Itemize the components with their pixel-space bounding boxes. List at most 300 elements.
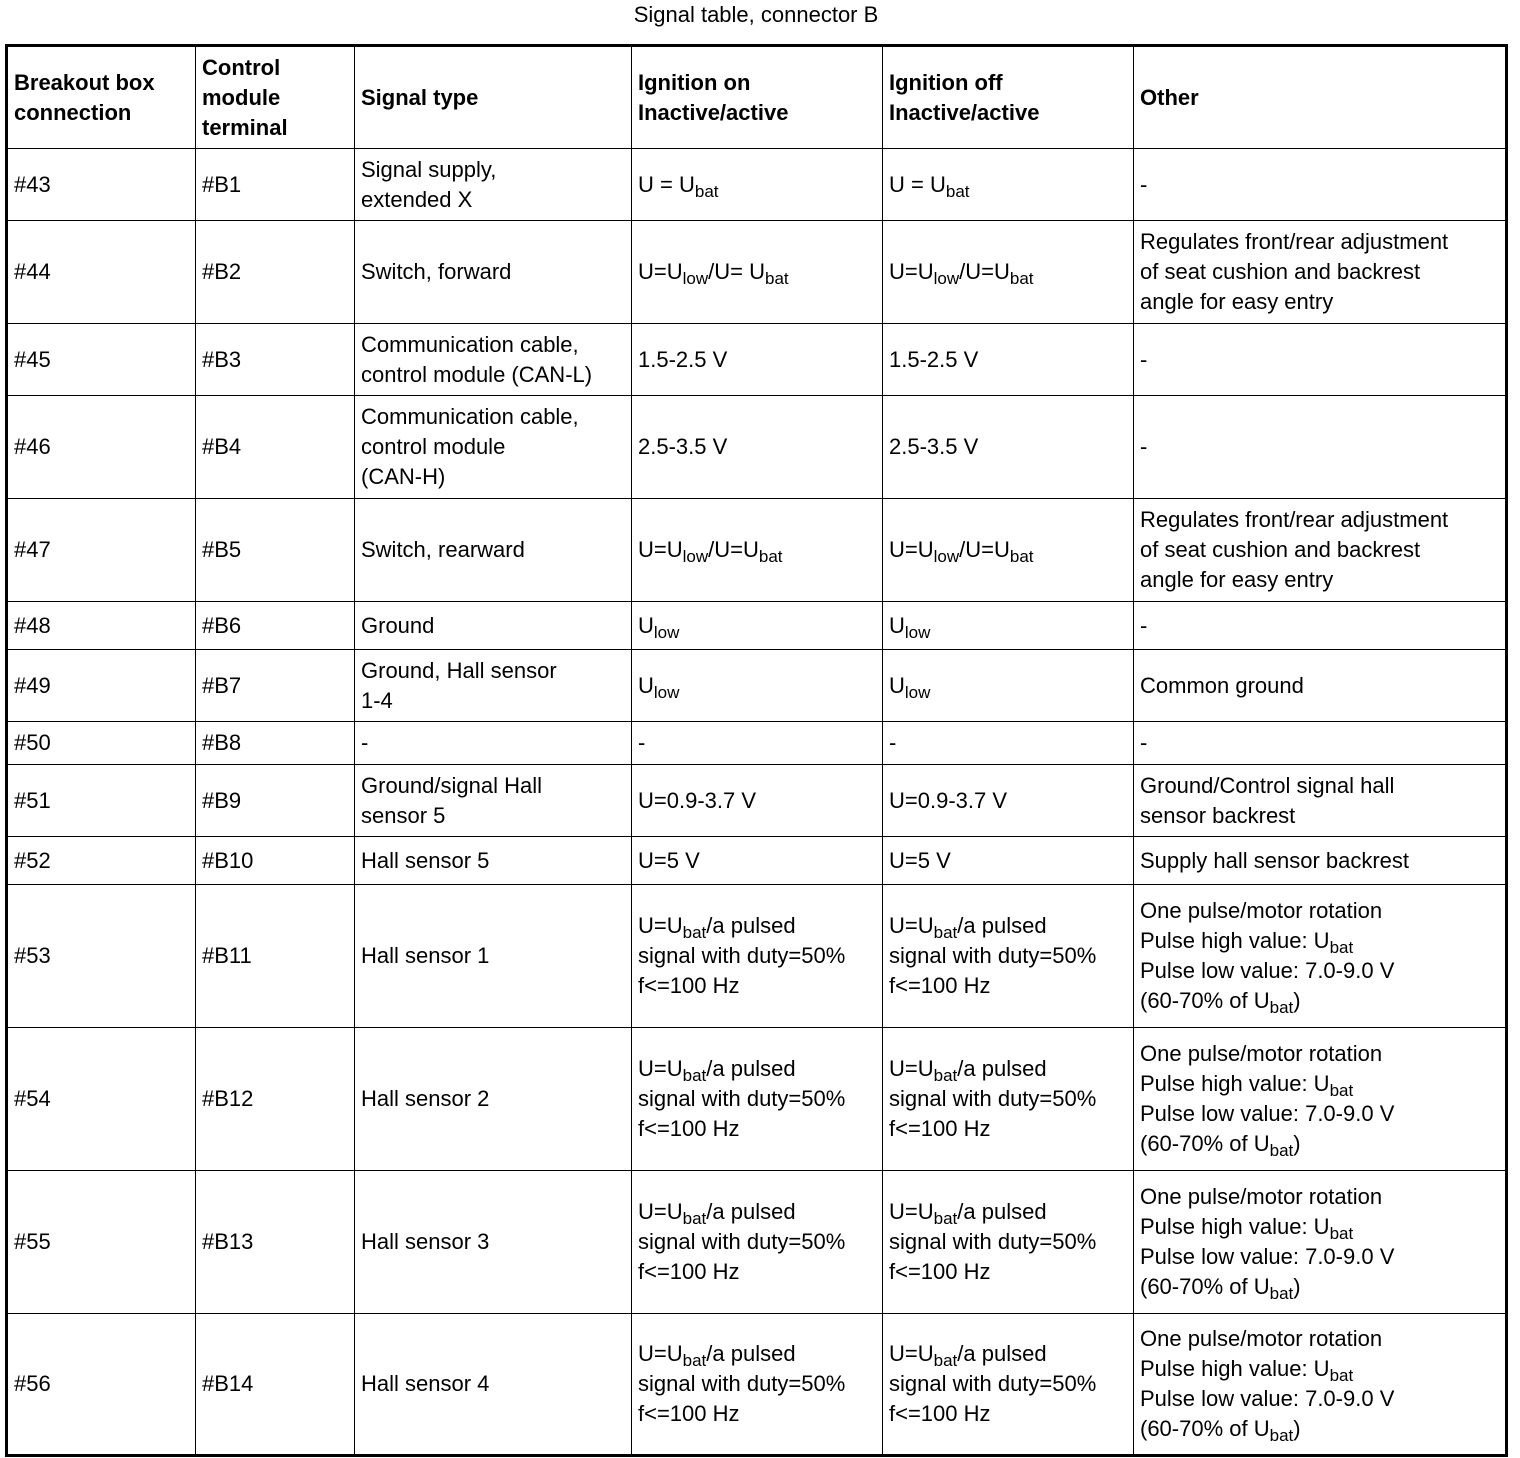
cell-line	[361, 1084, 625, 1114]
cell-text: U=U	[889, 913, 934, 938]
cell-text: extended X	[361, 186, 473, 212]
cell-line	[361, 432, 625, 462]
cell-line	[202, 846, 348, 876]
cell-line	[1140, 771, 1499, 801]
cell-breakout-box-connection	[7, 885, 196, 1028]
cell-line	[1140, 565, 1499, 595]
cell-line	[1140, 1414, 1499, 1444]
subscript-text: bat	[1269, 1284, 1294, 1304]
cell-text: 1.5-2.5 V	[889, 346, 979, 372]
cell-text: signal with duty=50%	[638, 1086, 846, 1111]
cell-ignition-on	[632, 837, 883, 885]
cell-text: #B7	[202, 672, 242, 698]
cell-text: f<=100 Hz	[638, 973, 740, 998]
cell-line	[1140, 287, 1499, 317]
cell-ignition-off	[883, 1314, 1134, 1456]
cell-line	[889, 432, 1127, 462]
cell-line	[14, 671, 189, 701]
cell-line	[202, 345, 348, 375]
cell-text: Switch, forward	[361, 259, 512, 284]
cell-line	[1140, 1129, 1499, 1159]
signal-table	[5, 44, 1508, 1457]
cell-line	[889, 257, 1127, 287]
cell-signal-type	[355, 837, 632, 885]
subscript-text: bat	[694, 181, 719, 201]
cell-line	[1140, 1242, 1499, 1272]
cell-line	[889, 1197, 1127, 1227]
cell-line	[889, 1114, 1127, 1144]
cell-line	[361, 462, 625, 492]
subscript-text: low	[682, 269, 709, 289]
cell-line	[361, 846, 625, 876]
cell-signal-type	[355, 885, 632, 1028]
cell-text: f<=100 Hz	[638, 1259, 740, 1284]
cell-ignition-on	[632, 1028, 883, 1171]
cell-control-module-terminal	[196, 221, 355, 324]
table-row	[7, 149, 1507, 221]
cell-text: /a pulsed	[957, 1199, 1047, 1224]
cell-line	[361, 771, 625, 801]
cell-text: sensor 5	[361, 802, 446, 828]
cell-line	[14, 941, 189, 971]
subscript-text: low	[933, 547, 960, 567]
cell-ignition-on	[632, 396, 883, 499]
cell-text: U=U	[889, 537, 934, 562]
cell-text: U=U	[889, 1341, 934, 1366]
cell-line	[889, 911, 1127, 941]
cell-line	[638, 671, 876, 701]
cell-line	[1140, 1384, 1499, 1414]
cell-ignition-off	[883, 602, 1134, 650]
cell-line	[1140, 671, 1499, 701]
cell-line	[14, 728, 189, 758]
cell-other	[1134, 1314, 1507, 1456]
cell-line	[1140, 1354, 1499, 1384]
cell-text: Pulse low value: 7.0-9.0 V	[1140, 958, 1395, 983]
cell-other	[1134, 1171, 1507, 1314]
cell-line	[202, 941, 348, 971]
cell-line	[1140, 1039, 1499, 1069]
cell-ignition-off	[883, 722, 1134, 765]
cell-line	[638, 728, 876, 758]
subscript-text: low	[904, 682, 931, 702]
cell-text: signal with duty=50%	[889, 943, 1097, 968]
cell-text: #44	[14, 259, 51, 284]
header-control-module-terminal: Control module terminal	[196, 46, 355, 149]
cell-text: #45	[14, 346, 51, 372]
cell-text: One pulse/motor rotation	[1140, 1041, 1383, 1066]
cell-text: One pulse/motor rotation	[1140, 1184, 1383, 1209]
cell-line	[14, 257, 189, 287]
cell-line	[1140, 505, 1499, 535]
header-ignition-off: Ignition off Inactive/active	[883, 46, 1134, 149]
cell-text: -	[361, 730, 369, 755]
cell-breakout-box-connection	[7, 324, 196, 396]
table-row	[7, 765, 1507, 837]
cell-ignition-off	[883, 1028, 1134, 1171]
subscript-text: bat	[1329, 1081, 1354, 1101]
cell-line	[889, 1257, 1127, 1287]
cell-ignition-on	[632, 722, 883, 765]
cell-text: -	[1140, 730, 1148, 755]
subscript-text: bat	[1329, 1366, 1354, 1386]
cell-text: #55	[14, 1229, 51, 1254]
cell-ignition-on	[632, 149, 883, 221]
cell-text: U=U	[638, 1056, 683, 1081]
cell-signal-type	[355, 1028, 632, 1171]
cell-line	[361, 155, 625, 185]
cell-text: Pulse high value: U	[1140, 1071, 1330, 1096]
cell-text: U=U	[638, 913, 683, 938]
cell-line	[1140, 1069, 1499, 1099]
cell-text: Ground	[361, 612, 435, 638]
cell-line	[14, 170, 189, 200]
cell-control-module-terminal	[196, 396, 355, 499]
cell-other	[1134, 1028, 1507, 1171]
cell-breakout-box-connection	[7, 1314, 196, 1456]
cell-text: Pulse high value: U	[1140, 1356, 1330, 1381]
subscript-text: bat	[1009, 269, 1034, 289]
cell-line	[361, 941, 625, 971]
subscript-text: bat	[758, 547, 783, 567]
cell-ignition-off	[883, 650, 1134, 722]
cell-control-module-terminal	[196, 1314, 355, 1456]
cell-line	[14, 1369, 189, 1399]
cell-control-module-terminal	[196, 149, 355, 221]
cell-text: (CAN-H)	[361, 464, 446, 489]
table-body	[7, 149, 1507, 1456]
cell-text: #B5	[202, 537, 242, 562]
subscript-text: bat	[1329, 1224, 1354, 1244]
cell-text: of seat cushion and backrest	[1140, 537, 1421, 562]
cell-text: 2.5-3.5 V	[638, 434, 728, 459]
cell-line	[1140, 846, 1499, 876]
cell-signal-type	[355, 499, 632, 602]
cell-line	[889, 1399, 1127, 1429]
cell-line	[1140, 1324, 1499, 1354]
cell-signal-type	[355, 1171, 632, 1314]
subscript-text: bat	[945, 181, 970, 201]
cell-signal-type	[355, 650, 632, 722]
cell-text: U=U	[889, 259, 934, 284]
cell-text: -	[1140, 434, 1148, 459]
cell-other	[1134, 396, 1507, 499]
cell-line	[1140, 1212, 1499, 1242]
cell-text: signal with duty=50%	[889, 1086, 1097, 1111]
table-row	[7, 1028, 1507, 1171]
cell-text: (60-70% of U	[1140, 1416, 1270, 1441]
cell-text: /a pulsed	[706, 1199, 796, 1224]
cell-line	[1140, 926, 1499, 956]
cell-text: #B1	[202, 171, 242, 197]
cell-line	[1140, 227, 1499, 257]
cell-line	[1140, 170, 1499, 200]
cell-ignition-on	[632, 221, 883, 324]
cell-ignition-off	[883, 1171, 1134, 1314]
cell-text: /a pulsed	[957, 1056, 1047, 1081]
cell-text: 1-4	[361, 687, 393, 713]
cell-text: Regulates front/rear adjustment	[1140, 507, 1449, 532]
cell-signal-type	[355, 149, 632, 221]
cell-text: #47	[14, 537, 51, 562]
cell-line	[889, 345, 1127, 375]
cell-text: /U=U	[708, 537, 759, 562]
cell-breakout-box-connection	[7, 1028, 196, 1171]
cell-line	[638, 846, 876, 876]
cell-line	[1140, 896, 1499, 926]
cell-text: Switch, rearward	[361, 537, 525, 562]
cell-text: U=U	[889, 1056, 934, 1081]
cell-line	[889, 1084, 1127, 1114]
cell-signal-type	[355, 221, 632, 324]
cell-line	[638, 1197, 876, 1227]
cell-line	[638, 1084, 876, 1114]
cell-control-module-terminal	[196, 837, 355, 885]
cell-signal-type	[355, 396, 632, 499]
cell-line	[361, 611, 625, 641]
cell-line	[638, 941, 876, 971]
cell-line	[889, 535, 1127, 565]
cell-line	[638, 1257, 876, 1287]
cell-text: U=0.9-3.7 V	[889, 787, 1008, 813]
cell-other	[1134, 650, 1507, 722]
cell-text: #56	[14, 1371, 51, 1396]
cell-text: #B10	[202, 847, 254, 873]
cell-text: -	[1140, 171, 1148, 197]
cell-line	[202, 671, 348, 701]
cell-breakout-box-connection	[7, 765, 196, 837]
cell-text: /a pulsed	[706, 1341, 796, 1366]
cell-breakout-box-connection	[7, 602, 196, 650]
cell-control-module-terminal	[196, 650, 355, 722]
cell-line	[889, 1227, 1127, 1257]
cell-text: f<=100 Hz	[889, 1116, 991, 1141]
table-row	[7, 1171, 1507, 1314]
cell-line	[1140, 345, 1499, 375]
cell-text: Pulse low value: 7.0-9.0 V	[1140, 1386, 1395, 1411]
cell-text: #43	[14, 171, 51, 197]
cell-text: /a pulsed	[706, 913, 796, 938]
cell-line	[202, 170, 348, 200]
cell-text: U=U	[638, 1341, 683, 1366]
cell-signal-type	[355, 602, 632, 650]
cell-text: U = U	[889, 171, 946, 197]
cell-text: f<=100 Hz	[638, 1401, 740, 1426]
cell-ignition-off	[883, 221, 1134, 324]
cell-text: Pulse low value: 7.0-9.0 V	[1140, 1101, 1395, 1126]
subscript-text: bat	[933, 1351, 958, 1371]
subscript-text: low	[933, 269, 960, 289]
cell-text: )	[1293, 1274, 1301, 1299]
cell-other	[1134, 324, 1507, 396]
cell-text: -	[889, 730, 897, 755]
cell-text: Ground/signal Hall	[361, 772, 542, 798]
cell-text: Regulates front/rear adjustment	[1140, 229, 1449, 254]
cell-text: #B3	[202, 346, 242, 372]
cell-line	[202, 1227, 348, 1257]
cell-line	[361, 728, 625, 758]
cell-line	[361, 257, 625, 287]
table-row	[7, 602, 1507, 650]
table-row	[7, 885, 1507, 1028]
cell-line	[889, 671, 1127, 701]
cell-line	[361, 360, 625, 390]
cell-ignition-off	[883, 324, 1134, 396]
cell-line	[638, 1369, 876, 1399]
cell-line	[202, 611, 348, 641]
subscript-text: bat	[682, 1351, 707, 1371]
cell-text: U=U	[638, 537, 683, 562]
header-signal-type: Signal type	[355, 46, 632, 149]
cell-text: #B4	[202, 434, 242, 459]
cell-text: f<=100 Hz	[889, 1401, 991, 1426]
cell-line	[1140, 956, 1499, 986]
table-row	[7, 396, 1507, 499]
cell-text: )	[1293, 1416, 1301, 1441]
cell-line	[1140, 1099, 1499, 1129]
cell-line	[361, 1227, 625, 1257]
cell-line	[202, 535, 348, 565]
cell-text: #B12	[202, 1086, 254, 1111]
cell-line	[1140, 432, 1499, 462]
cell-text: Pulse low value: 7.0-9.0 V	[1140, 1244, 1395, 1269]
subscript-text: bat	[682, 1209, 707, 1229]
cell-line	[361, 535, 625, 565]
cell-line	[638, 257, 876, 287]
table-row	[7, 499, 1507, 602]
cell-ignition-on	[632, 1171, 883, 1314]
cell-ignition-on	[632, 765, 883, 837]
cell-text: /U= U	[708, 259, 765, 284]
cell-line	[638, 535, 876, 565]
cell-line	[14, 1227, 189, 1257]
cell-breakout-box-connection	[7, 396, 196, 499]
cell-text: Hall sensor 5	[361, 847, 490, 873]
cell-line	[202, 257, 348, 287]
table-row	[7, 722, 1507, 765]
cell-line	[361, 1369, 625, 1399]
cell-line	[1140, 1272, 1499, 1302]
cell-control-module-terminal	[196, 1028, 355, 1171]
subscript-text: low	[904, 622, 931, 642]
subscript-text: bat	[1329, 938, 1354, 958]
cell-ignition-off	[883, 396, 1134, 499]
cell-text: #52	[14, 847, 51, 873]
cell-other	[1134, 221, 1507, 324]
subscript-text: bat	[1269, 998, 1294, 1018]
cell-signal-type	[355, 1314, 632, 1456]
cell-line	[638, 432, 876, 462]
cell-breakout-box-connection	[7, 650, 196, 722]
cell-text: -	[1140, 612, 1148, 638]
cell-line	[638, 170, 876, 200]
cell-line	[638, 1114, 876, 1144]
cell-line	[638, 1339, 876, 1369]
cell-other	[1134, 149, 1507, 221]
cell-text: #49	[14, 672, 51, 698]
subscript-text: bat	[933, 923, 958, 943]
header-row	[7, 46, 1507, 149]
page-title: Signal table, connector B	[633, 2, 879, 27]
cell-text: #54	[14, 1086, 51, 1111]
cell-breakout-box-connection	[7, 499, 196, 602]
cell-line	[889, 1054, 1127, 1084]
cell-other	[1134, 602, 1507, 650]
cell-line	[638, 1054, 876, 1084]
cell-ignition-on	[632, 650, 883, 722]
cell-text: U=U	[889, 1199, 934, 1224]
cell-line	[889, 170, 1127, 200]
cell-line	[638, 611, 876, 641]
cell-text: U	[889, 672, 905, 698]
cell-text: f<=100 Hz	[889, 1259, 991, 1284]
cell-ignition-on	[632, 885, 883, 1028]
cell-line	[638, 911, 876, 941]
cell-text: U=U	[638, 1199, 683, 1224]
cell-line	[361, 185, 625, 215]
cell-text: angle for easy entry	[1140, 567, 1334, 592]
cell-text: #B2	[202, 259, 242, 284]
cell-signal-type	[355, 722, 632, 765]
cell-text: #B14	[202, 1371, 254, 1396]
subscript-text: low	[682, 547, 709, 567]
cell-ignition-on	[632, 499, 883, 602]
cell-other	[1134, 765, 1507, 837]
cell-line	[889, 1339, 1127, 1369]
cell-text: control module	[361, 434, 506, 459]
cell-text: /a pulsed	[957, 913, 1047, 938]
cell-text: (60-70% of U	[1140, 988, 1270, 1013]
cell-text: One pulse/motor rotation	[1140, 898, 1383, 923]
cell-control-module-terminal	[196, 602, 355, 650]
cell-text: signal with duty=50%	[889, 1229, 1097, 1254]
cell-text: 1.5-2.5 V	[638, 346, 728, 372]
cell-text: )	[1293, 988, 1301, 1013]
cell-text: U	[638, 612, 654, 638]
cell-text: Communication cable,	[361, 404, 579, 429]
table-row	[7, 324, 1507, 396]
cell-breakout-box-connection	[7, 722, 196, 765]
cell-ignition-off	[883, 885, 1134, 1028]
cell-line	[638, 1399, 876, 1429]
cell-text: Pulse high value: U	[1140, 1214, 1330, 1239]
cell-text: angle for easy entry	[1140, 289, 1334, 314]
cell-text: /a pulsed	[706, 1056, 796, 1081]
subscript-text: bat	[1009, 547, 1034, 567]
cell-text: #B9	[202, 787, 242, 813]
cell-text: Ground, Hall sensor	[361, 657, 557, 683]
table-row	[7, 837, 1507, 885]
header-other: Other	[1134, 46, 1507, 149]
cell-text: U=5 V	[638, 847, 700, 873]
cell-text: signal with duty=50%	[638, 1371, 846, 1396]
cell-text: -	[1140, 346, 1148, 372]
cell-line	[638, 345, 876, 375]
table-row	[7, 1314, 1507, 1456]
cell-text: #B11	[202, 943, 252, 968]
subscript-text: low	[653, 682, 680, 702]
table-row	[7, 650, 1507, 722]
cell-line	[1140, 535, 1499, 565]
cell-ignition-off	[883, 149, 1134, 221]
cell-signal-type	[355, 324, 632, 396]
cell-control-module-terminal	[196, 722, 355, 765]
subscript-text: bat	[1269, 1141, 1294, 1161]
cell-text: f<=100 Hz	[638, 1116, 740, 1141]
cell-text: #46	[14, 434, 51, 459]
cell-line	[889, 728, 1127, 758]
cell-control-module-terminal	[196, 499, 355, 602]
